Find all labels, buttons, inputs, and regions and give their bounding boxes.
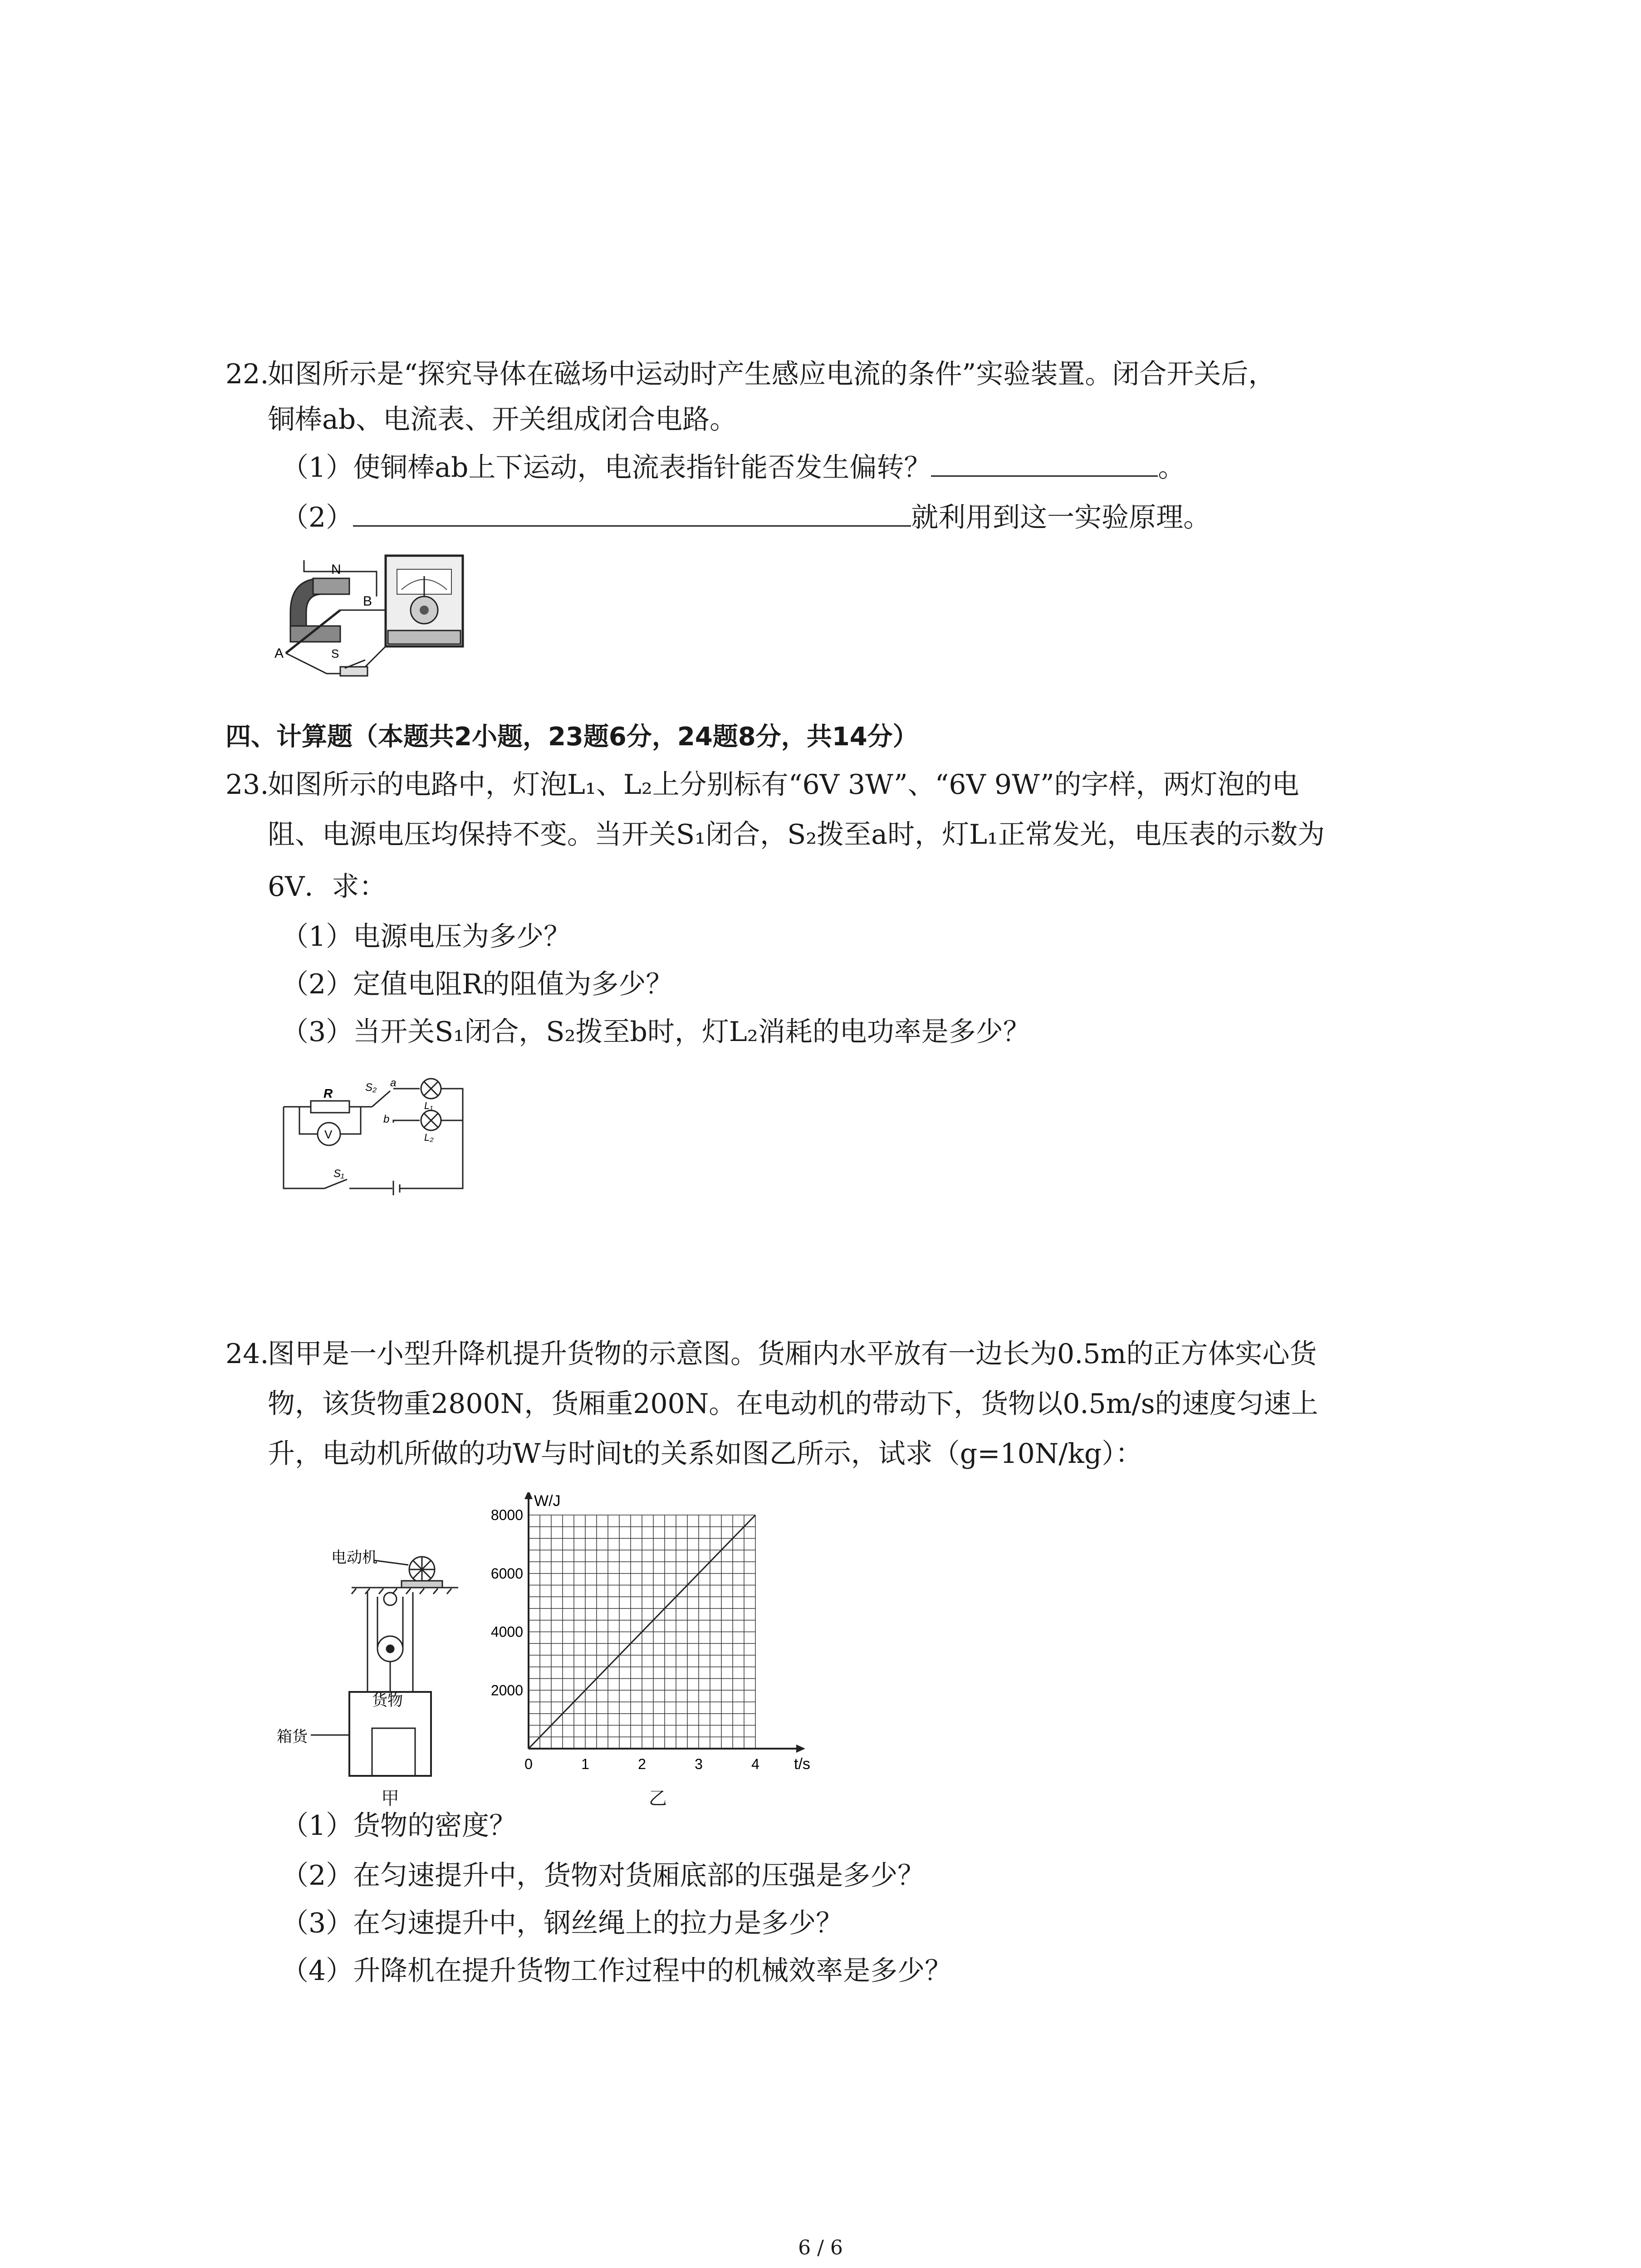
q22-sub1-end: 。 <box>1158 452 1185 484</box>
x-tick-label: 2 <box>638 1756 646 1772</box>
page-number: 6 / 6 <box>798 2236 843 2259</box>
label-cargo: 货物 <box>372 1692 403 1709</box>
ammeter-base <box>388 631 460 644</box>
label-b: B <box>363 594 372 609</box>
y-tick-label: 2000 <box>490 1682 523 1699</box>
label-v: V <box>324 1128 333 1141</box>
y-axis-label: W/J <box>534 1492 561 1510</box>
label-leader <box>374 1560 408 1565</box>
x-tick-label: 3 <box>695 1756 703 1772</box>
label-s: S <box>331 647 339 660</box>
q22-stem-line1: 如图所示是“探究导体在磁场中运动时产生感应电流的条件”实验装置。闭合开关后， <box>268 358 1276 390</box>
chart-tick-labels <box>491 1507 759 1772</box>
section4-title: 四、计算题（本题共2小题，23题6分，24题8分，共14分） <box>225 722 918 752</box>
q23-stem-line1: 如图所示的电路中，灯泡L₁、L₂上分别标有“6V 3W”、“6V 9W”的字样，两灯泡的电 <box>268 769 1299 801</box>
q23-circuit-figure <box>274 1064 474 1195</box>
q22-number: 22. <box>225 358 269 390</box>
ammeter-knob-center <box>420 606 429 615</box>
switch-base <box>340 667 367 676</box>
q22-sub1 <box>281 449 1185 486</box>
label-l1: L₁ <box>424 1100 433 1111</box>
wire <box>441 1089 463 1102</box>
label-r: R <box>323 1086 333 1100</box>
fixed-pulley <box>384 1593 397 1605</box>
q23-stem-line2: 阻、电源电压均保持不变。当开关S₁闭合，S₂拨至a时，灯L₁正常发光，电压表的示数为 <box>268 819 1325 850</box>
wire <box>400 1102 463 1188</box>
x-tick-label: 4 <box>751 1756 759 1772</box>
wire <box>299 1107 318 1134</box>
q24-fig-jia-caption: 甲 <box>381 1788 399 1809</box>
q22-sub1-answer-blank[interactable] <box>931 449 1158 477</box>
label-s2: S₂ <box>365 1081 377 1094</box>
label-box: 箱货 <box>277 1728 308 1745</box>
motor-base <box>402 1581 442 1588</box>
label-b: b <box>383 1113 390 1125</box>
q24-stem-line2: 物，该货物重2800N，货厢重200N。在电动机的带动下，货物以0.5m/s的速度匀速上 <box>268 1388 1318 1420</box>
q22-sub1-text: （1）使铜棒ab上下运动，电流表指针能否发生偏转？ <box>281 452 931 484</box>
q24-sub2: （2）在匀速提升中，货物对货厢底部的压强是多少？ <box>281 1860 925 1892</box>
q24-number: 24. <box>225 1338 269 1370</box>
q24-sub3: （3）在匀速提升中，钢丝绳上的拉力是多少？ <box>281 1907 843 1939</box>
magnet-pole-upper <box>313 578 349 594</box>
label-a: a <box>390 1077 397 1089</box>
y-tick-label: 6000 <box>490 1565 523 1582</box>
y-tick-label: 4000 <box>490 1623 523 1640</box>
q23-number: 23. <box>225 769 269 801</box>
wire <box>393 1120 420 1123</box>
label-motor: 电动机 <box>331 1549 377 1566</box>
q24-elevator-figure <box>272 1538 467 1778</box>
y-tick-label: 8000 <box>490 1507 523 1523</box>
cargo-block <box>372 1728 415 1776</box>
x-axis-arrow <box>796 1745 805 1753</box>
x-axis-label: t/s <box>794 1755 810 1773</box>
q22-figure <box>272 551 481 687</box>
q22-sub2-answer-blank[interactable] <box>353 499 911 527</box>
q23-stem-line3: 6V．求： <box>268 871 387 903</box>
label-s1: S₁ <box>333 1168 344 1180</box>
q22-sub2-label: （2） <box>281 502 353 533</box>
x-tick-label: 0 <box>524 1756 533 1772</box>
wire <box>284 1107 324 1188</box>
y-axis-arrow <box>524 1492 533 1499</box>
q22-sub2 <box>281 499 1210 536</box>
x-tick-label: 1 <box>581 1756 589 1772</box>
q24-stem-line3: 升，电动机所做的功W与时间t的关系如图乙所示，试求（g=10N/kg）： <box>268 1438 1143 1470</box>
wire <box>340 1107 361 1134</box>
q23-sub3: （3）当开关S₁闭合，S₂拨至b时，灯L₂消耗的电功率是多少？ <box>281 1016 1030 1048</box>
label-n: N <box>331 562 341 577</box>
q24-work-time-chart <box>467 1492 830 1774</box>
q24-sub4: （4）升降机在提升货物工作过程中的机械效率是多少？ <box>281 1955 952 1987</box>
q24-stem-line1: 图甲是一小型升降机提升货物的示意图。货厢内水平放有一边长为0.5m的正方体实心货 <box>268 1338 1317 1370</box>
switch-s1-blade <box>324 1179 347 1188</box>
q24-fig-yi-caption: 乙 <box>649 1788 667 1809</box>
q24-sub1: （1）货物的密度？ <box>281 1810 517 1842</box>
magnet-pole-lower <box>290 626 340 642</box>
q22-sub2-text: 就利用到这一实验原理。 <box>911 502 1211 533</box>
resistor-r <box>311 1101 349 1113</box>
label-l2: L₂ <box>424 1132 434 1143</box>
q22-stem-line2: 铜棒ab、电流表、开关组成闭合电路。 <box>268 404 737 435</box>
q23-sub1: （1）电源电压为多少？ <box>281 921 571 953</box>
label-a: A <box>274 646 284 661</box>
q23-sub2: （2）定值电阻R的阻值为多少？ <box>281 968 673 1000</box>
